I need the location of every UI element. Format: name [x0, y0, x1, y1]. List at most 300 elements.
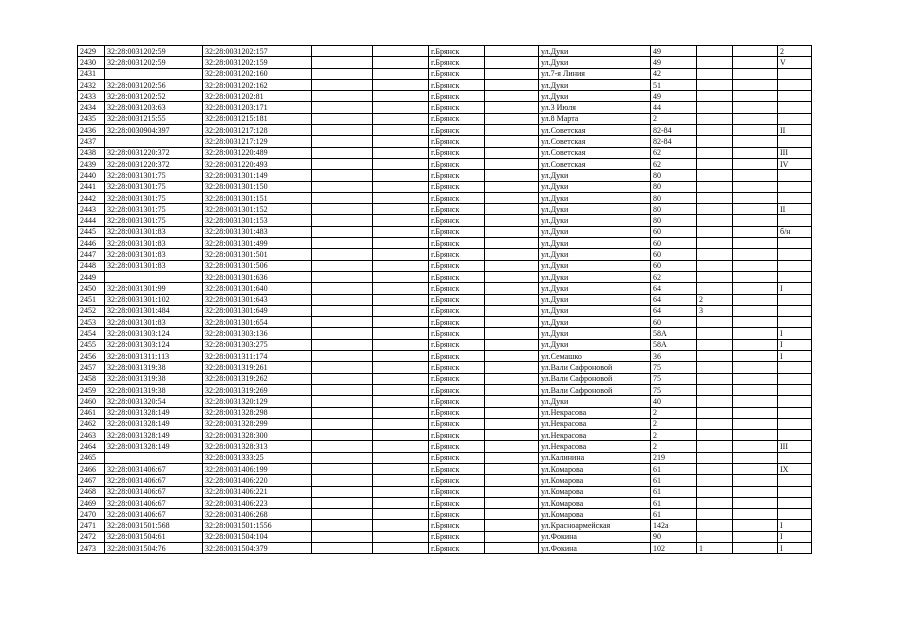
object-cadastral-number-cell: 32:28:0031202:160 — [203, 68, 312, 79]
city-cell: г.Брянск — [429, 57, 485, 68]
building-cell — [697, 452, 733, 463]
row-number-cell: 2447 — [78, 249, 105, 260]
premises-cell: I — [778, 283, 812, 294]
building-cell — [697, 46, 733, 57]
land-cadastral-number-cell: 32:28:0031301:83 — [105, 249, 203, 260]
blank-cell-a — [312, 215, 373, 226]
blank-cell-b — [373, 509, 429, 520]
city-cell: г.Брянск — [429, 463, 485, 474]
row-number-cell: 2459 — [78, 384, 105, 395]
blank-cell-c — [485, 497, 539, 508]
object-cadastral-number-cell: 32:28:0031301:643 — [203, 294, 312, 305]
house-number-cell: 80 — [651, 192, 697, 203]
street-cell: ул.Дуки — [539, 271, 651, 282]
land-cadastral-number-cell: 32:28:0031319:38 — [105, 384, 203, 395]
blank-cell-a — [312, 102, 373, 113]
blank-cell-a — [312, 68, 373, 79]
blank-cell-d — [733, 441, 778, 452]
blank-cell-d — [733, 463, 778, 474]
object-cadastral-number-cell: 32:28:0031303:275 — [203, 339, 312, 350]
city-cell: г.Брянск — [429, 136, 485, 147]
house-number-cell: 75 — [651, 384, 697, 395]
city-cell: г.Брянск — [429, 407, 485, 418]
blank-cell-b — [373, 328, 429, 339]
city-cell: г.Брянск — [429, 441, 485, 452]
premises-cell — [778, 305, 812, 316]
object-cadastral-number-cell: 32:28:0031301:501 — [203, 249, 312, 260]
table-row — [78, 46, 812, 57]
object-cadastral-number-cell: 32:28:0031319:269 — [203, 384, 312, 395]
house-number-cell: 62 — [651, 147, 697, 158]
blank-cell-d — [733, 475, 778, 486]
land-cadastral-number-cell — [105, 271, 203, 282]
premises-cell — [778, 509, 812, 520]
row-number-cell: 2460 — [78, 396, 105, 407]
premises-cell — [778, 215, 812, 226]
blank-cell-d — [733, 373, 778, 384]
blank-cell-c — [485, 430, 539, 441]
row-number-cell: 2472 — [78, 531, 105, 542]
object-cadastral-number-cell: 32:28:0031202:162 — [203, 79, 312, 90]
land-cadastral-number-cell: 32:28:0031328:149 — [105, 430, 203, 441]
land-cadastral-number-cell: 32:28:0031406:67 — [105, 486, 203, 497]
street-cell: ул.Комарова — [539, 463, 651, 474]
house-number-cell: 60 — [651, 260, 697, 271]
city-cell: г.Брянск — [429, 102, 485, 113]
house-number-cell: 60 — [651, 249, 697, 260]
house-number-cell: 64 — [651, 305, 697, 316]
street-cell: ул.Дуки — [539, 215, 651, 226]
blank-cell-b — [373, 452, 429, 463]
blank-cell-c — [485, 283, 539, 294]
building-cell — [697, 486, 733, 497]
blank-cell-a — [312, 475, 373, 486]
blank-cell-a — [312, 113, 373, 124]
premises-cell: I — [778, 531, 812, 542]
blank-cell-c — [485, 170, 539, 181]
blank-cell-d — [733, 271, 778, 282]
row-number-cell: 2441 — [78, 181, 105, 192]
registry-body — [78, 46, 812, 554]
blank-cell-d — [733, 102, 778, 113]
premises-cell: IX — [778, 463, 812, 474]
house-number-cell: 61 — [651, 475, 697, 486]
blank-cell-b — [373, 79, 429, 90]
table-row — [78, 260, 812, 271]
house-number-cell: 80 — [651, 204, 697, 215]
building-cell — [697, 170, 733, 181]
row-number-cell: 2440 — [78, 170, 105, 181]
blank-cell-b — [373, 339, 429, 350]
house-number-cell: 58А — [651, 339, 697, 350]
street-cell: ул.Некрасова — [539, 407, 651, 418]
street-cell: ул.Дуки — [539, 91, 651, 102]
blank-cell-a — [312, 91, 373, 102]
building-cell: 1 — [697, 543, 733, 554]
house-number-cell: 49 — [651, 46, 697, 57]
land-cadastral-number-cell: 32:28:0031303:124 — [105, 339, 203, 350]
table-row — [78, 113, 812, 124]
blank-cell-c — [485, 136, 539, 147]
premises-cell: I — [778, 520, 812, 531]
blank-cell-b — [373, 283, 429, 294]
land-cadastral-number-cell: 32:28:0031301:75 — [105, 181, 203, 192]
house-number-cell: 90 — [651, 531, 697, 542]
blank-cell-a — [312, 407, 373, 418]
table-row — [78, 226, 812, 237]
premises-cell — [778, 373, 812, 384]
city-cell: г.Брянск — [429, 158, 485, 169]
building-cell — [697, 475, 733, 486]
blank-cell-d — [733, 91, 778, 102]
object-cadastral-number-cell: 32:28:0031319:262 — [203, 373, 312, 384]
row-number-cell: 2446 — [78, 238, 105, 249]
row-number-cell: 2443 — [78, 204, 105, 215]
blank-cell-c — [485, 226, 539, 237]
blank-cell-b — [373, 271, 429, 282]
street-cell: ул.Советская — [539, 158, 651, 169]
table-row — [78, 294, 812, 305]
land-cadastral-number-cell: 32:28:0031301:75 — [105, 204, 203, 215]
street-cell: ул.Дуки — [539, 294, 651, 305]
land-cadastral-number-cell: 32:28:0031301:83 — [105, 238, 203, 249]
row-number-cell: 2452 — [78, 305, 105, 316]
blank-cell-d — [733, 113, 778, 124]
house-number-cell: 49 — [651, 57, 697, 68]
house-number-cell: 2 — [651, 418, 697, 429]
city-cell: г.Брянск — [429, 192, 485, 203]
blank-cell-b — [373, 215, 429, 226]
blank-cell-d — [733, 170, 778, 181]
street-cell: ул.Дуки — [539, 181, 651, 192]
land-cadastral-number-cell: 32:28:0031220:372 — [105, 147, 203, 158]
premises-cell — [778, 362, 812, 373]
table-row — [78, 351, 812, 362]
blank-cell-b — [373, 396, 429, 407]
street-cell: ул.Дуки — [539, 46, 651, 57]
building-cell — [697, 125, 733, 136]
house-number-cell: 62 — [651, 271, 697, 282]
row-number-cell: 2434 — [78, 102, 105, 113]
premises-cell — [778, 317, 812, 328]
table-row — [78, 452, 812, 463]
blank-cell-c — [485, 294, 539, 305]
blank-cell-b — [373, 384, 429, 395]
blank-cell-a — [312, 418, 373, 429]
house-number-cell: 80 — [651, 170, 697, 181]
blank-cell-a — [312, 158, 373, 169]
street-cell: ул.7-я Линия — [539, 68, 651, 79]
land-cadastral-number-cell: 32:28:0031406:67 — [105, 509, 203, 520]
premises-cell — [778, 113, 812, 124]
city-cell: г.Брянск — [429, 113, 485, 124]
object-cadastral-number-cell: 32:28:0031301:649 — [203, 305, 312, 316]
house-number-cell: 51 — [651, 79, 697, 90]
row-number-cell: 2444 — [78, 215, 105, 226]
table-row — [78, 238, 812, 249]
building-cell — [697, 520, 733, 531]
blank-cell-b — [373, 486, 429, 497]
row-number-cell: 2429 — [78, 46, 105, 57]
object-cadastral-number-cell: 32:28:0031301:506 — [203, 260, 312, 271]
building-cell — [697, 91, 733, 102]
blank-cell-b — [373, 351, 429, 362]
object-cadastral-number-cell: 32:28:0031301:640 — [203, 283, 312, 294]
land-cadastral-number-cell: 32:28:0031202:59 — [105, 46, 203, 57]
blank-cell-b — [373, 463, 429, 474]
house-number-cell: 2 — [651, 113, 697, 124]
premises-cell: I — [778, 328, 812, 339]
land-cadastral-number-cell: 32:28:0031301:484 — [105, 305, 203, 316]
blank-cell-d — [733, 249, 778, 260]
blank-cell-b — [373, 102, 429, 113]
street-cell: ул.Дуки — [539, 396, 651, 407]
blank-cell-d — [733, 283, 778, 294]
land-cadastral-number-cell: 32:28:0031303:124 — [105, 328, 203, 339]
blank-cell-a — [312, 136, 373, 147]
house-number-cell: 36 — [651, 351, 697, 362]
building-cell — [697, 497, 733, 508]
premises-cell — [778, 497, 812, 508]
house-number-cell: 102 — [651, 543, 697, 554]
premises-cell — [778, 192, 812, 203]
premises-cell — [778, 418, 812, 429]
blank-cell-a — [312, 531, 373, 542]
premises-cell — [778, 475, 812, 486]
object-cadastral-number-cell: 32:28:0031217:128 — [203, 125, 312, 136]
city-cell: г.Брянск — [429, 170, 485, 181]
object-cadastral-number-cell: 32:28:0031217:129 — [203, 136, 312, 147]
object-cadastral-number-cell: 32:28:0031301:483 — [203, 226, 312, 237]
house-number-cell: 80 — [651, 215, 697, 226]
blank-cell-a — [312, 226, 373, 237]
table-row — [78, 91, 812, 102]
premises-cell: I — [778, 351, 812, 362]
building-cell — [697, 271, 733, 282]
house-number-cell: 61 — [651, 509, 697, 520]
row-number-cell: 2456 — [78, 351, 105, 362]
premises-cell: I — [778, 339, 812, 350]
blank-cell-a — [312, 328, 373, 339]
premises-cell: II — [778, 204, 812, 215]
blank-cell-a — [312, 170, 373, 181]
blank-cell-c — [485, 373, 539, 384]
table-row — [78, 136, 812, 147]
blank-cell-c — [485, 125, 539, 136]
street-cell: ул.Советская — [539, 136, 651, 147]
house-number-cell: 40 — [651, 396, 697, 407]
street-cell: ул.Комарова — [539, 486, 651, 497]
blank-cell-a — [312, 339, 373, 350]
premises-cell — [778, 238, 812, 249]
land-cadastral-number-cell: 32:28:0031320:54 — [105, 396, 203, 407]
city-cell: г.Брянск — [429, 362, 485, 373]
street-cell: ул.Дуки — [539, 57, 651, 68]
building-cell — [697, 317, 733, 328]
blank-cell-c — [485, 147, 539, 158]
blank-cell-d — [733, 317, 778, 328]
row-number-cell: 2470 — [78, 509, 105, 520]
blank-cell-c — [485, 192, 539, 203]
blank-cell-c — [485, 79, 539, 90]
blank-cell-d — [733, 407, 778, 418]
blank-cell-a — [312, 294, 373, 305]
blank-cell-d — [733, 328, 778, 339]
blank-cell-b — [373, 260, 429, 271]
blank-cell-b — [373, 181, 429, 192]
blank-cell-b — [373, 226, 429, 237]
land-cadastral-number-cell: 32:28:0031301:83 — [105, 226, 203, 237]
row-number-cell: 2469 — [78, 497, 105, 508]
land-cadastral-number-cell: 32:28:0031301:102 — [105, 294, 203, 305]
city-cell: г.Брянск — [429, 384, 485, 395]
city-cell: г.Брянск — [429, 531, 485, 542]
blank-cell-c — [485, 531, 539, 542]
house-number-cell: 2 — [651, 407, 697, 418]
land-cadastral-number-cell: 32:28:0031328:149 — [105, 407, 203, 418]
street-cell: ул.Дуки — [539, 238, 651, 249]
blank-cell-b — [373, 147, 429, 158]
table-row — [78, 407, 812, 418]
blank-cell-d — [733, 305, 778, 316]
blank-cell-c — [485, 305, 539, 316]
row-number-cell: 2457 — [78, 362, 105, 373]
city-cell: г.Брянск — [429, 215, 485, 226]
building-cell — [697, 441, 733, 452]
table-row — [78, 305, 812, 316]
premises-cell — [778, 260, 812, 271]
blank-cell-d — [733, 215, 778, 226]
city-cell: г.Брянск — [429, 226, 485, 237]
blank-cell-b — [373, 531, 429, 542]
blank-cell-c — [485, 57, 539, 68]
table-row — [78, 520, 812, 531]
building-cell — [697, 418, 733, 429]
land-cadastral-number-cell: 32:28:0031202:56 — [105, 79, 203, 90]
street-cell: ул.Некрасова — [539, 430, 651, 441]
table-row — [78, 215, 812, 226]
land-cadastral-number-cell: 32:28:0031406:67 — [105, 475, 203, 486]
land-cadastral-number-cell: 32:28:0031301:75 — [105, 192, 203, 203]
blank-cell-b — [373, 497, 429, 508]
premises-cell — [778, 181, 812, 192]
city-cell: г.Брянск — [429, 509, 485, 520]
house-number-cell: 60 — [651, 238, 697, 249]
object-cadastral-number-cell: 32:28:0031215:181 — [203, 113, 312, 124]
blank-cell-a — [312, 283, 373, 294]
premises-cell — [778, 271, 812, 282]
blank-cell-b — [373, 294, 429, 305]
land-cadastral-number-cell: 32:28:0031504:76 — [105, 543, 203, 554]
street-cell: ул.Дуки — [539, 305, 651, 316]
land-cadastral-number-cell: 32:28:0031406:67 — [105, 497, 203, 508]
land-cadastral-number-cell: 32:28:0031311:113 — [105, 351, 203, 362]
building-cell — [697, 192, 733, 203]
table-row — [78, 170, 812, 181]
house-number-cell: 75 — [651, 362, 697, 373]
blank-cell-b — [373, 543, 429, 554]
object-cadastral-number-cell: 32:28:0031406:221 — [203, 486, 312, 497]
row-number-cell: 2473 — [78, 543, 105, 554]
land-cadastral-number-cell: 32:28:0031220:372 — [105, 158, 203, 169]
object-cadastral-number-cell: 32:28:0031328:313 — [203, 441, 312, 452]
object-cadastral-number-cell: 32:28:0031301:152 — [203, 204, 312, 215]
premises-cell: б/н — [778, 226, 812, 237]
city-cell: г.Брянск — [429, 294, 485, 305]
object-cadastral-number-cell: 32:28:0031328:299 — [203, 418, 312, 429]
object-cadastral-number-cell: 32:28:0031301:151 — [203, 192, 312, 203]
city-cell: г.Брянск — [429, 475, 485, 486]
blank-cell-c — [485, 68, 539, 79]
house-number-cell: 61 — [651, 497, 697, 508]
premises-cell — [778, 452, 812, 463]
land-cadastral-number-cell: 32:28:0031319:38 — [105, 362, 203, 373]
street-cell: ул.Советская — [539, 125, 651, 136]
house-number-cell: 60 — [651, 317, 697, 328]
building-cell — [697, 362, 733, 373]
blank-cell-d — [733, 125, 778, 136]
blank-cell-d — [733, 452, 778, 463]
land-cadastral-number-cell: 32:28:0031202:52 — [105, 91, 203, 102]
row-number-cell: 2439 — [78, 158, 105, 169]
blank-cell-a — [312, 204, 373, 215]
blank-cell-d — [733, 339, 778, 350]
city-cell: г.Брянск — [429, 238, 485, 249]
row-number-cell: 2431 — [78, 68, 105, 79]
blank-cell-c — [485, 396, 539, 407]
blank-cell-b — [373, 57, 429, 68]
street-cell: ул.Дуки — [539, 260, 651, 271]
blank-cell-a — [312, 260, 373, 271]
city-cell: г.Брянск — [429, 543, 485, 554]
blank-cell-a — [312, 305, 373, 316]
house-number-cell: 60 — [651, 226, 697, 237]
building-cell — [697, 373, 733, 384]
blank-cell-a — [312, 396, 373, 407]
house-number-cell: 61 — [651, 486, 697, 497]
city-cell: г.Брянск — [429, 430, 485, 441]
row-number-cell: 2466 — [78, 463, 105, 474]
house-number-cell: 2 — [651, 430, 697, 441]
building-cell — [697, 384, 733, 395]
blank-cell-b — [373, 125, 429, 136]
street-cell: ул.Дуки — [539, 79, 651, 90]
building-cell — [697, 226, 733, 237]
blank-cell-a — [312, 125, 373, 136]
street-cell: ул.Вали Сафроновой — [539, 362, 651, 373]
premises-cell — [778, 407, 812, 418]
row-number-cell: 2449 — [78, 271, 105, 282]
row-number-cell: 2461 — [78, 407, 105, 418]
row-number-cell: 2468 — [78, 486, 105, 497]
table-row — [78, 158, 812, 169]
blank-cell-c — [485, 249, 539, 260]
row-number-cell: 2454 — [78, 328, 105, 339]
street-cell: ул.8 Марта — [539, 113, 651, 124]
blank-cell-c — [485, 543, 539, 554]
blank-cell-b — [373, 238, 429, 249]
blank-cell-d — [733, 396, 778, 407]
building-cell — [697, 531, 733, 542]
blank-cell-d — [733, 531, 778, 542]
blank-cell-a — [312, 373, 373, 384]
city-cell: г.Брянск — [429, 125, 485, 136]
blank-cell-a — [312, 463, 373, 474]
blank-cell-b — [373, 249, 429, 260]
blank-cell-c — [485, 463, 539, 474]
blank-cell-d — [733, 362, 778, 373]
house-number-cell: 64 — [651, 283, 697, 294]
